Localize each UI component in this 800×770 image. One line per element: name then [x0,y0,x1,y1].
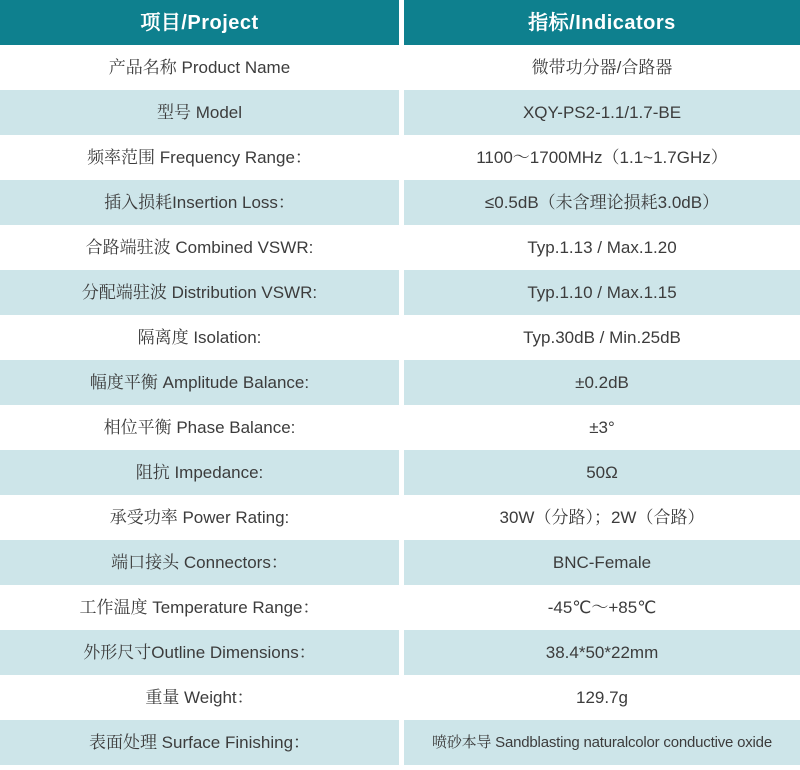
table-row [0,675,800,720]
table-row [0,585,800,630]
row-label: 合路端驻波 Combined VSWR: [85,238,314,257]
row-label: 外形尺寸Outline Dimensions： [0,630,399,675]
row-label: 幅度平衡 Amplitude Balance: [0,360,399,405]
header-project: 项目/Project [0,0,399,45]
table-row [0,450,800,495]
table-row [0,270,800,315]
table-row [0,495,800,540]
row-value: 喷砂本导 Sandblasting naturalcolor conductive oxide [404,720,800,765]
row-value: XQY-PS2-1.1/1.7-BE [404,90,800,135]
row-label: 承受功率 Power Rating: [109,508,290,527]
table-body [0,45,800,765]
row-value: 38.4*50*22mm [404,630,800,675]
table-row [0,135,800,180]
header-indicators: 指标/Indicators [404,0,800,45]
row-value: 微带功分器/合路器 [531,58,673,77]
row-value: 1100～1700MHz（1.1~1.7GHz） [476,148,728,167]
table-row [0,90,800,135]
table-row [0,45,800,90]
row-label: 插入损耗Insertion Loss： [0,180,399,225]
row-value: BNC-Female [404,540,800,585]
row-value: 129.7g [576,688,628,707]
row-label: 隔离度 Isolation: [137,328,262,347]
row-value: Typ.1.10 / Max.1.15 [404,270,800,315]
table-row [0,315,800,360]
row-value: -45℃～+85℃ [547,598,657,617]
row-value: ≤0.5dB（未含理论损耗3.0dB） [404,180,800,225]
row-label: 阻抗 Impedance: [0,450,399,495]
table-header-row [0,0,800,45]
row-label: 频率范围 Frequency Range： [87,148,312,167]
row-label: 型号 Model [0,90,399,135]
row-value: 30W（分路）；2W（合路） [499,508,705,527]
table-row [0,180,800,225]
row-label: 表面处理 Surface Finishing： [0,720,399,765]
table-row [0,720,800,765]
row-value: Typ.1.13 / Max.1.20 [527,238,677,257]
row-value: Typ.30dB / Min.25dB [523,328,681,347]
row-label: 重量 Weight： [145,688,254,707]
row-label: 产品名称 Product Name [108,58,291,77]
table-row [0,360,800,405]
table-row [0,405,800,450]
row-label: 相位平衡 Phase Balance: [103,418,296,437]
row-value: 50Ω [404,450,800,495]
row-label: 分配端驻波 Distribution VSWR: [0,270,399,315]
table-row [0,540,800,585]
row-label: 工作温度 Temperature Range： [79,598,320,617]
row-label: 端口接头 Connectors： [0,540,399,585]
table-row [0,630,800,675]
row-value: ±3° [589,418,615,437]
table-row [0,225,800,270]
row-value: ±0.2dB [404,360,800,405]
